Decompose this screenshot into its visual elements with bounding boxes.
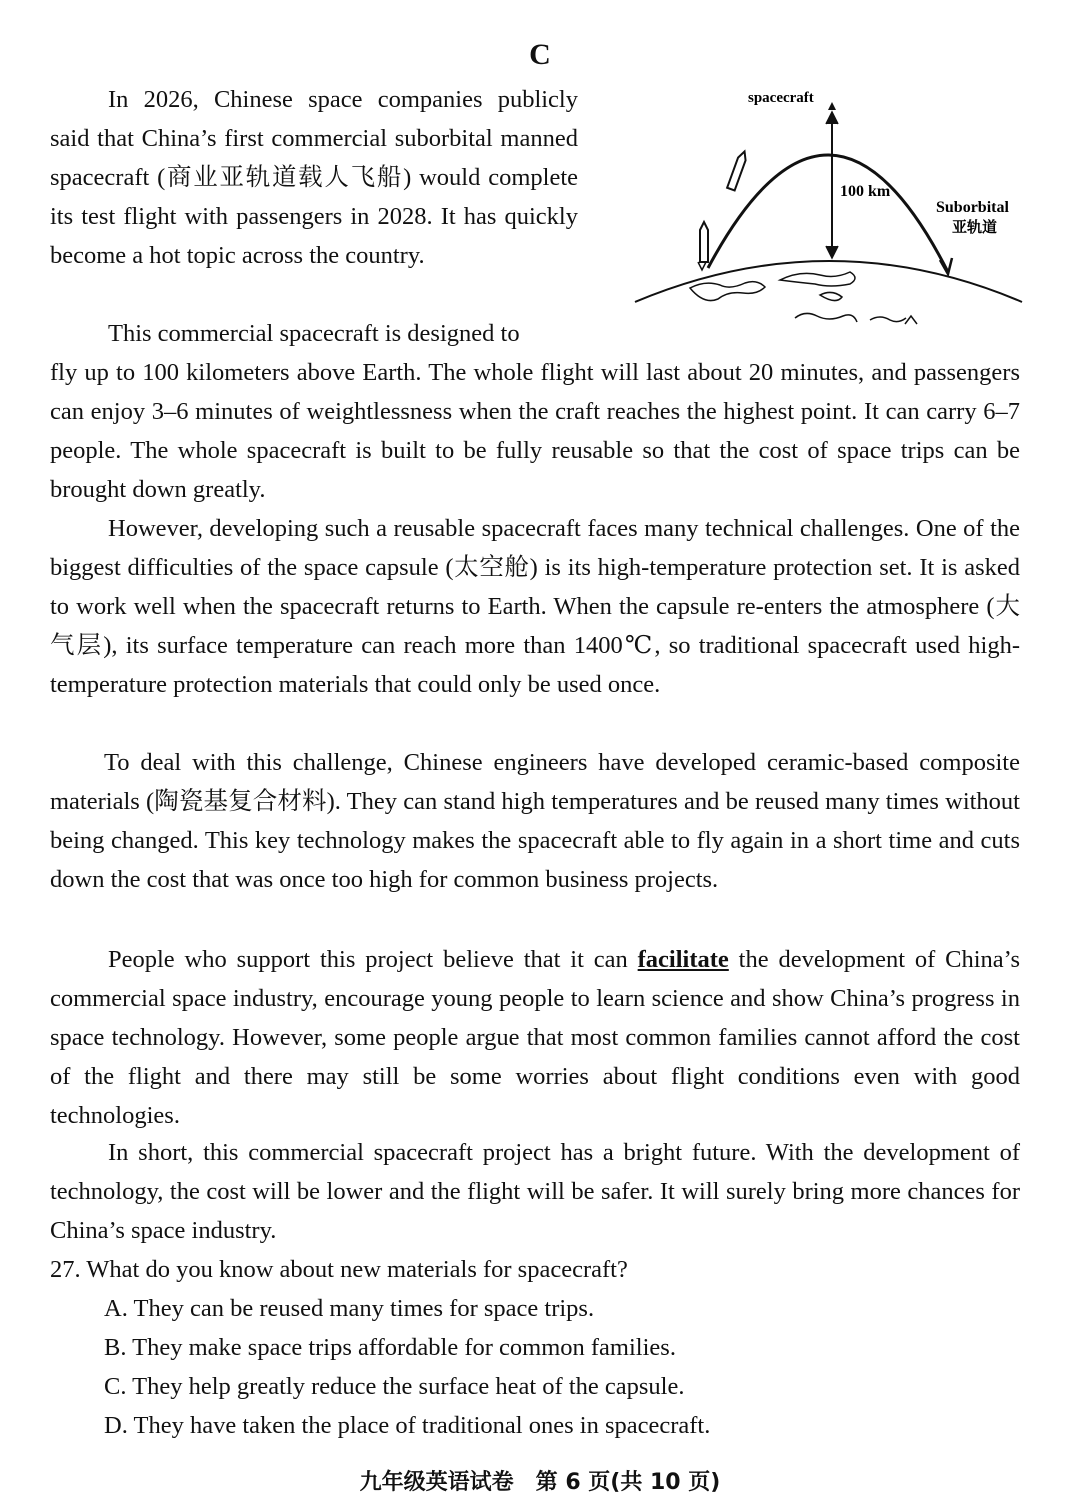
paragraph-3-text: However, developing such a reusable spacecraft faces many technical challenges. One of the biggest difficulties of the space capsule (太空舱) is its high-temperature protection set. It is asked to work well when the spacecraft returns to Earth. When the capsule re-enters the atmosphere (大气层), its surface temperature can reach more than 1400℃, so traditional spacecraft used high-temperature protection materials that could only be used once. — [50, 515, 1020, 698]
label-suborbital: Suborbital — [936, 199, 1009, 216]
option-d: D. They have taken the place of traditional ones in spacecraft. — [104, 1412, 711, 1439]
trajectory-arc — [708, 155, 948, 272]
rocket-flight-icon — [727, 150, 748, 190]
question-27: 27. What do you know about new materials for spacecraft? — [50, 1256, 628, 1283]
paragraph-1-text: In 2026, Chinese space companies publicly said that China’s first commercial suborbital manned spacecraft (商业亚轨道载人飞船) would complete its test flight with passengers in 2028. It has quickly become a hot topic across the country. — [50, 86, 578, 269]
label-spacecraft: spacecraft — [748, 90, 814, 106]
paragraph-1 — [50, 80, 578, 275]
earth-curve — [635, 261, 1022, 302]
paragraph-4-text: To deal with this challenge, Chinese engineers have developed ceramic-based composite materials (陶瓷基复合材料). They can stand high temperatures and be reused many times without being changed. This key technology makes the spacecraft able to fly again in a short time and cuts down the cost that was once too high for common business projects. — [50, 749, 1020, 893]
rocket-icon — [698, 222, 708, 270]
paragraph-5-before: People who support this project believe that it can — [108, 946, 638, 973]
section-letter: C — [529, 38, 551, 71]
capsule-icon — [828, 102, 836, 110]
paragraph-6 — [50, 1133, 1020, 1250]
paragraph-2-start — [50, 314, 578, 353]
highlighted-word: facilitate — [637, 946, 729, 973]
option-a: A. They can be reused many times for space trips. — [104, 1295, 595, 1322]
paragraph-2-start-text: This commercial spacecraft is designed to — [108, 320, 520, 347]
paragraph-3 — [50, 509, 1020, 704]
paragraph-4 — [50, 743, 1020, 899]
label-height: 100 km — [840, 183, 891, 200]
suborbital-diagram — [630, 80, 1030, 340]
label-suborbital-cn: 亚轨道 — [952, 218, 998, 236]
paragraph-5 — [50, 940, 1020, 1135]
paragraph-2-rest: fly up to 100 kilometers above Earth. The whole flight will last about 20 minutes, and passengers can enjoy 3–6 minutes of weightlessness when the craft reaches the highest point. It can carry 6–7 people. The whole spacecraft is built to be fully reusable so that the cost of space trips can be brought down greatly. — [50, 359, 1020, 503]
option-c: C. They help greatly reduce the surface heat of the capsule. — [104, 1373, 685, 1400]
paragraph-6-text: In short, this commercial spacecraft project has a bright future. With the development of technology, the cost will be lower and the flight will be safer. It will surely bring more chances for China’s space industry. — [50, 1139, 1020, 1244]
page-footer: 九年级英语试卷 第 6 页(共 10 页) — [359, 1470, 721, 1495]
option-b: B. They make space trips affordable for common families. — [104, 1334, 676, 1361]
paragraph-5-after: the development of China’s commercial space industry, encourage young people to learn science and show China’s progress in space technology. However, some people argue that most common families cannot afford the cost of the flight and there may still be some worries about flight conditions even with good technologies. — [50, 946, 1020, 1129]
